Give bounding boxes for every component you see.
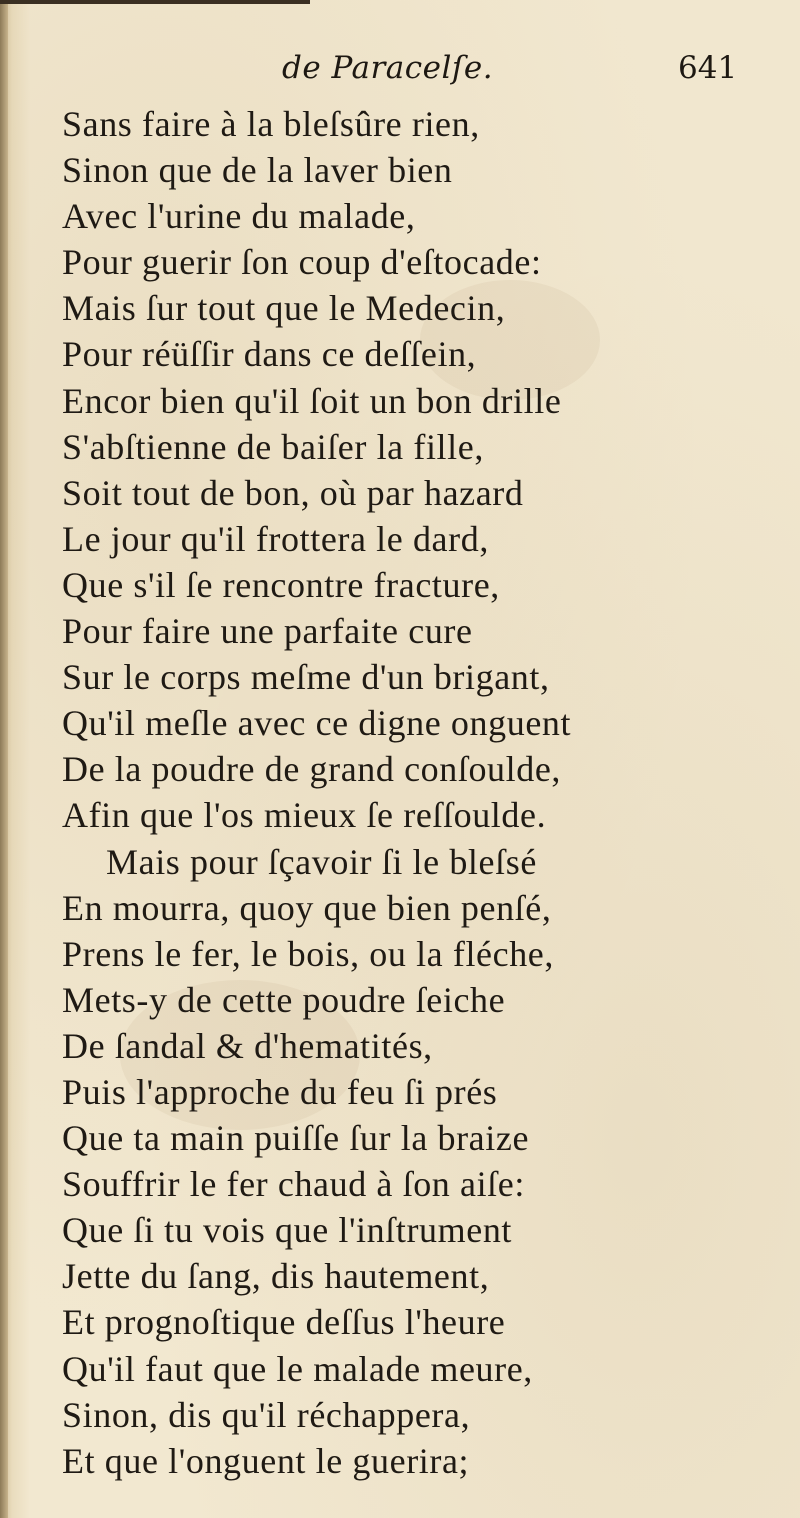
verse-line: Prens le fer, le bois, ou la fléche, xyxy=(62,933,554,974)
verse-line: Et que l'onguent le guerira; xyxy=(62,1440,470,1481)
page-top-edge xyxy=(0,0,310,4)
verse-line: Avec l'urine du malade, xyxy=(62,196,416,237)
verse-text xyxy=(62,101,782,1484)
verse-line: Afin que l'os mieux ſe reſſoulde. xyxy=(62,795,547,836)
verse-line: Mets-y de cette poudre ſeiche xyxy=(62,979,506,1020)
verse-line: Que ta main puiſſe ſur la braize xyxy=(62,1118,530,1159)
page-header xyxy=(0,50,800,100)
verse-line: De ſandal & d'hematités, xyxy=(62,1025,433,1066)
verse-line: De la poudre de grand conſoulde, xyxy=(62,749,562,790)
verse-line: Jette du ſang, dis hautement, xyxy=(62,1256,490,1297)
verse-line: Que ſi tu vois que l'inſtrument xyxy=(62,1210,513,1251)
verse-line: Sans faire à la bleſsûre rien, xyxy=(62,104,480,144)
verse-line: S'abſtienne de baiſer la fille, xyxy=(62,426,484,467)
verse-line: Souffrir le fer chaud à ſon aiſe: xyxy=(62,1164,525,1205)
verse-line: En mourra, quoy que bien penſé, xyxy=(62,887,552,928)
verse-line: Sinon, dis qu'il réchappera, xyxy=(62,1394,471,1435)
verse-line: Soit tout de bon, où par hazard xyxy=(62,472,524,513)
verse-line: Et prognoſtique deſſus l'heure xyxy=(62,1302,506,1343)
verse-line: Encor bien qu'il ſoit un bon drille xyxy=(62,380,562,421)
verse-line: Que s'il ſe rencontre fracture, xyxy=(62,564,500,605)
verse-line: Pour faire une parfaite cure xyxy=(62,611,473,652)
verse-line: Puis l'approche du feu ſi prés xyxy=(62,1071,498,1112)
verse-line: Mais ſur tout que le Medecin, xyxy=(62,288,506,329)
verse-line: Pour guerir ſon coup d'eſtocade: xyxy=(62,242,542,283)
page-number: 641 xyxy=(678,50,738,86)
verse-line: Qu'il faut que le malade meure, xyxy=(62,1348,533,1389)
verse-line: Le jour qu'il frottera le dard, xyxy=(62,518,489,559)
verse-line: Qu'il meſle avec ce digne onguent xyxy=(62,703,572,744)
verse-line: Mais pour ſçavoir ſi le bleſsé xyxy=(106,841,537,882)
running-head: de Paracelſe. xyxy=(282,50,494,86)
page-binding-edge xyxy=(0,0,8,1518)
verse-line: Pour réüſſir dans ce deſſein, xyxy=(62,334,477,375)
verse-line: Sinon que de la laver bien xyxy=(62,150,453,191)
verse-line: Sur le corps meſme d'un brigant, xyxy=(62,657,550,698)
